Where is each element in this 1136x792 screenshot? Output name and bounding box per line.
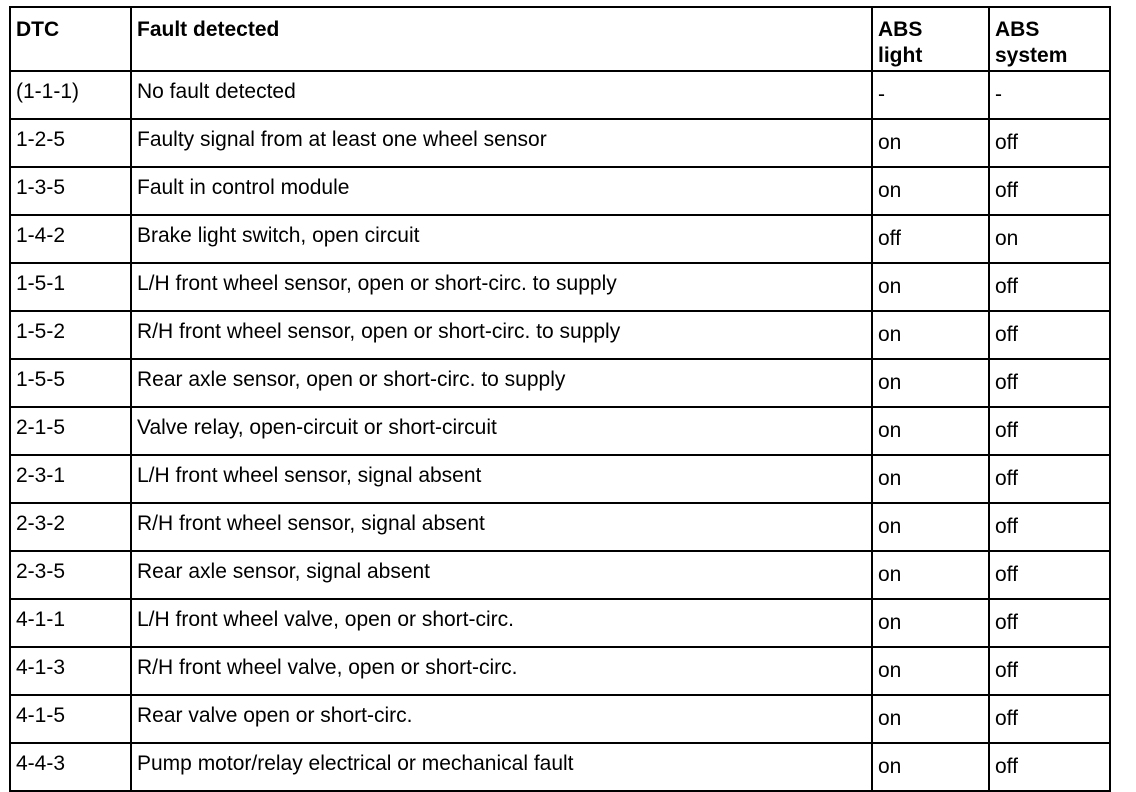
header-abs-light-line2: light — [878, 44, 923, 67]
header-abs-light-line1: ABS — [878, 18, 923, 41]
abs-system-cell: off — [989, 263, 1110, 311]
header-abs-system-line2: system — [995, 44, 1068, 67]
abs-system-cell: off — [989, 743, 1110, 791]
fault-description-cell: Rear axle sensor, signal absent — [131, 551, 872, 599]
abs-system-cell: off — [989, 599, 1110, 647]
abs-system-cell: off — [989, 167, 1110, 215]
fault-description-cell: L/H front wheel sensor, open or short-circ. to supply — [131, 263, 872, 311]
fault-description-cell: Valve relay, open-circuit or short-circuit — [131, 407, 872, 455]
header-abs-system — [989, 7, 1110, 71]
dtc-table — [9, 6, 1111, 792]
dtc-code-cell: 1-5-2 — [10, 311, 131, 359]
table-row — [10, 647, 1110, 695]
abs-system-cell: - — [989, 71, 1110, 119]
abs-light-cell: off — [872, 215, 989, 263]
dtc-code-cell: 1-5-5 — [10, 359, 131, 407]
dtc-code-cell: 4-1-3 — [10, 647, 131, 695]
table-body — [10, 71, 1110, 791]
dtc-code-cell: 4-1-5 — [10, 695, 131, 743]
abs-system-cell: off — [989, 311, 1110, 359]
table-row — [10, 167, 1110, 215]
fault-description-cell: Fault in control module — [131, 167, 872, 215]
abs-system-cell: on — [989, 215, 1110, 263]
fault-description-cell: Brake light switch, open circuit — [131, 215, 872, 263]
table-row — [10, 551, 1110, 599]
dtc-code-cell: 1-2-5 — [10, 119, 131, 167]
fault-description-cell: Pump motor/relay electrical or mechanical fault — [131, 743, 872, 791]
abs-light-cell: on — [872, 551, 989, 599]
fault-description-cell: L/H front wheel sensor, signal absent — [131, 455, 872, 503]
table-row — [10, 119, 1110, 167]
dtc-code-cell: (1-1-1) — [10, 71, 131, 119]
fault-description-cell: Rear axle sensor, open or short-circ. to supply — [131, 359, 872, 407]
table-row — [10, 71, 1110, 119]
abs-light-cell: on — [872, 743, 989, 791]
abs-light-cell: on — [872, 167, 989, 215]
dtc-code-cell: 4-4-3 — [10, 743, 131, 791]
abs-light-cell: on — [872, 119, 989, 167]
header-dtc — [10, 7, 131, 71]
dtc-code-cell: 2-3-1 — [10, 455, 131, 503]
abs-light-cell: on — [872, 311, 989, 359]
dtc-code-cell: 1-5-1 — [10, 263, 131, 311]
header-abs-light — [872, 7, 989, 71]
abs-system-cell: off — [989, 455, 1110, 503]
header-fault — [131, 7, 872, 71]
table-row — [10, 263, 1110, 311]
abs-light-cell: on — [872, 455, 989, 503]
table-row — [10, 359, 1110, 407]
table-row — [10, 503, 1110, 551]
dtc-code-cell: 2-3-2 — [10, 503, 131, 551]
dtc-code-cell: 2-1-5 — [10, 407, 131, 455]
abs-system-cell: off — [989, 119, 1110, 167]
abs-light-cell: on — [872, 359, 989, 407]
fault-description-cell: Faulty signal from at least one wheel sensor — [131, 119, 872, 167]
fault-description-cell: Rear valve open or short-circ. — [131, 695, 872, 743]
abs-system-cell: off — [989, 551, 1110, 599]
table-row — [10, 407, 1110, 455]
abs-light-cell: on — [872, 407, 989, 455]
abs-system-cell: off — [989, 647, 1110, 695]
dtc-code-cell: 4-1-1 — [10, 599, 131, 647]
abs-light-cell: on — [872, 263, 989, 311]
dtc-code-cell: 1-3-5 — [10, 167, 131, 215]
header-fault-label: Fault detected — [137, 18, 280, 41]
abs-light-cell: on — [872, 695, 989, 743]
abs-system-cell: off — [989, 359, 1110, 407]
abs-system-cell: off — [989, 407, 1110, 455]
table-row — [10, 599, 1110, 647]
table-row — [10, 311, 1110, 359]
abs-light-cell: on — [872, 599, 989, 647]
table-row — [10, 743, 1110, 791]
header-row — [10, 7, 1110, 71]
abs-system-cell: off — [989, 503, 1110, 551]
table-row — [10, 695, 1110, 743]
fault-description-cell: R/H front wheel sensor, signal absent — [131, 503, 872, 551]
table-row — [10, 455, 1110, 503]
header-dtc-label: DTC — [16, 18, 60, 41]
abs-light-cell: - — [872, 71, 989, 119]
fault-description-cell: No fault detected — [131, 71, 872, 119]
fault-description-cell: L/H front wheel valve, open or short-circ. — [131, 599, 872, 647]
header-abs-system-line1: ABS — [995, 18, 1040, 41]
dtc-code-cell: 2-3-5 — [10, 551, 131, 599]
abs-light-cell: on — [872, 503, 989, 551]
abs-system-cell: off — [989, 695, 1110, 743]
abs-light-cell: on — [872, 647, 989, 695]
fault-description-cell: R/H front wheel valve, open or short-circ. — [131, 647, 872, 695]
table-row — [10, 215, 1110, 263]
dtc-code-cell: 1-4-2 — [10, 215, 131, 263]
fault-description-cell: R/H front wheel sensor, open or short-circ. to supply — [131, 311, 872, 359]
